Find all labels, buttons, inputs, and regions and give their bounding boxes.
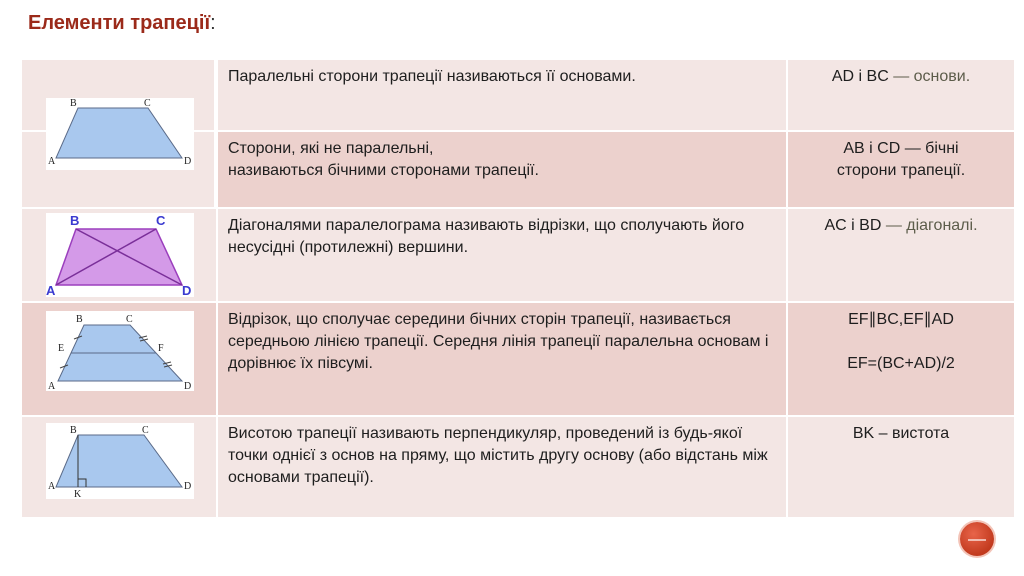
result-line: EF∥BC,EF∥AD bbox=[848, 311, 954, 328]
diagonals-trapezoid-figure bbox=[46, 213, 194, 297]
vertex-label-a: A bbox=[48, 156, 56, 167]
figure-cell-merged bbox=[22, 60, 216, 207]
vertex-label-c: C bbox=[142, 425, 149, 436]
result-suffix: — основи. bbox=[888, 68, 971, 85]
definition-text: Відрізок, що сполучає середини бічних сторін трапеції, називається середньою лінією трапеції. Середня лінія трапеції паралельна основам і дорівнює їх півсумі. bbox=[228, 311, 769, 372]
result-line: EF=(BC+AD)/2 bbox=[847, 355, 955, 372]
table-row bbox=[22, 303, 1014, 417]
trapezoid-shape bbox=[56, 108, 182, 158]
result-line: AB і CD — бічні bbox=[843, 140, 959, 157]
vertex-label-c: C bbox=[156, 213, 166, 228]
result-main: AC і BD bbox=[824, 217, 882, 234]
result-main: AD і BC bbox=[831, 68, 889, 85]
result-cell bbox=[788, 303, 1014, 415]
definition-cell bbox=[218, 417, 788, 517]
point-label-e: E bbox=[58, 343, 65, 354]
page-title-text: Елементи трапеції bbox=[28, 12, 211, 34]
vertex-label-b: B bbox=[70, 213, 80, 228]
result-main: BK – вистота bbox=[852, 425, 950, 442]
vertex-label-a: A bbox=[46, 283, 56, 297]
vertex-label-b: B bbox=[70, 425, 77, 436]
vertex-label-d: D bbox=[184, 481, 192, 492]
result-line: сторони трапеції. bbox=[836, 162, 966, 179]
figure-cell bbox=[22, 303, 218, 415]
figure-cell bbox=[22, 417, 218, 517]
page-title-colon: : bbox=[210, 12, 216, 34]
result-cell bbox=[788, 132, 1014, 207]
definition-cell bbox=[218, 303, 788, 415]
page-title bbox=[28, 12, 216, 35]
elements-table bbox=[22, 60, 1014, 517]
presentation-logo-icon bbox=[960, 522, 994, 556]
vertex-label-d: D bbox=[184, 156, 192, 167]
result-cell bbox=[788, 209, 1014, 301]
vertex-label-b: B bbox=[70, 98, 77, 109]
trapezoid-shape bbox=[56, 229, 182, 285]
vertex-label-d: D bbox=[182, 283, 192, 297]
point-label-k: K bbox=[74, 489, 82, 499]
vertex-label-b: B bbox=[76, 314, 83, 325]
definition-text: Діагоналями паралелограма називають відрізки, що сполучають його несусідні (протилежні) вершини. bbox=[228, 217, 745, 256]
result-cell bbox=[788, 60, 1014, 130]
result-cell bbox=[788, 417, 1014, 517]
vertex-label-a: A bbox=[48, 381, 56, 391]
vertex-label-a: A bbox=[48, 481, 56, 492]
definition-line: називаються бічними сторонами трапеції. bbox=[228, 162, 539, 179]
definition-cell bbox=[218, 60, 788, 130]
midline-trapezoid-figure bbox=[46, 311, 194, 391]
definition-cell bbox=[218, 132, 788, 207]
trapezoid-shape bbox=[56, 435, 182, 487]
vertex-label-c: C bbox=[126, 314, 133, 325]
figure-cell bbox=[22, 209, 218, 301]
vertex-label-c: C bbox=[144, 98, 151, 109]
point-label-f: F bbox=[158, 343, 164, 354]
definition-text: Висотою трапеції називають перпендикуляр, проведений із будь-якої точки однієї з основ на пряму, що містить другу основу (або відстань між основами трапеції). bbox=[228, 425, 768, 486]
definition-cell bbox=[218, 209, 788, 301]
basic-trapezoid-figure bbox=[46, 98, 194, 170]
result-suffix: — діагоналі. bbox=[881, 217, 978, 234]
table-row bbox=[22, 209, 1014, 303]
vertex-label-d: D bbox=[184, 381, 192, 391]
definition-text: Паралельні сторони трапеції називаються її основами. bbox=[228, 68, 636, 85]
height-trapezoid-figure bbox=[46, 423, 194, 499]
definition-line: Сторони, які не паралельні, bbox=[228, 140, 434, 157]
table-row bbox=[22, 417, 1014, 517]
